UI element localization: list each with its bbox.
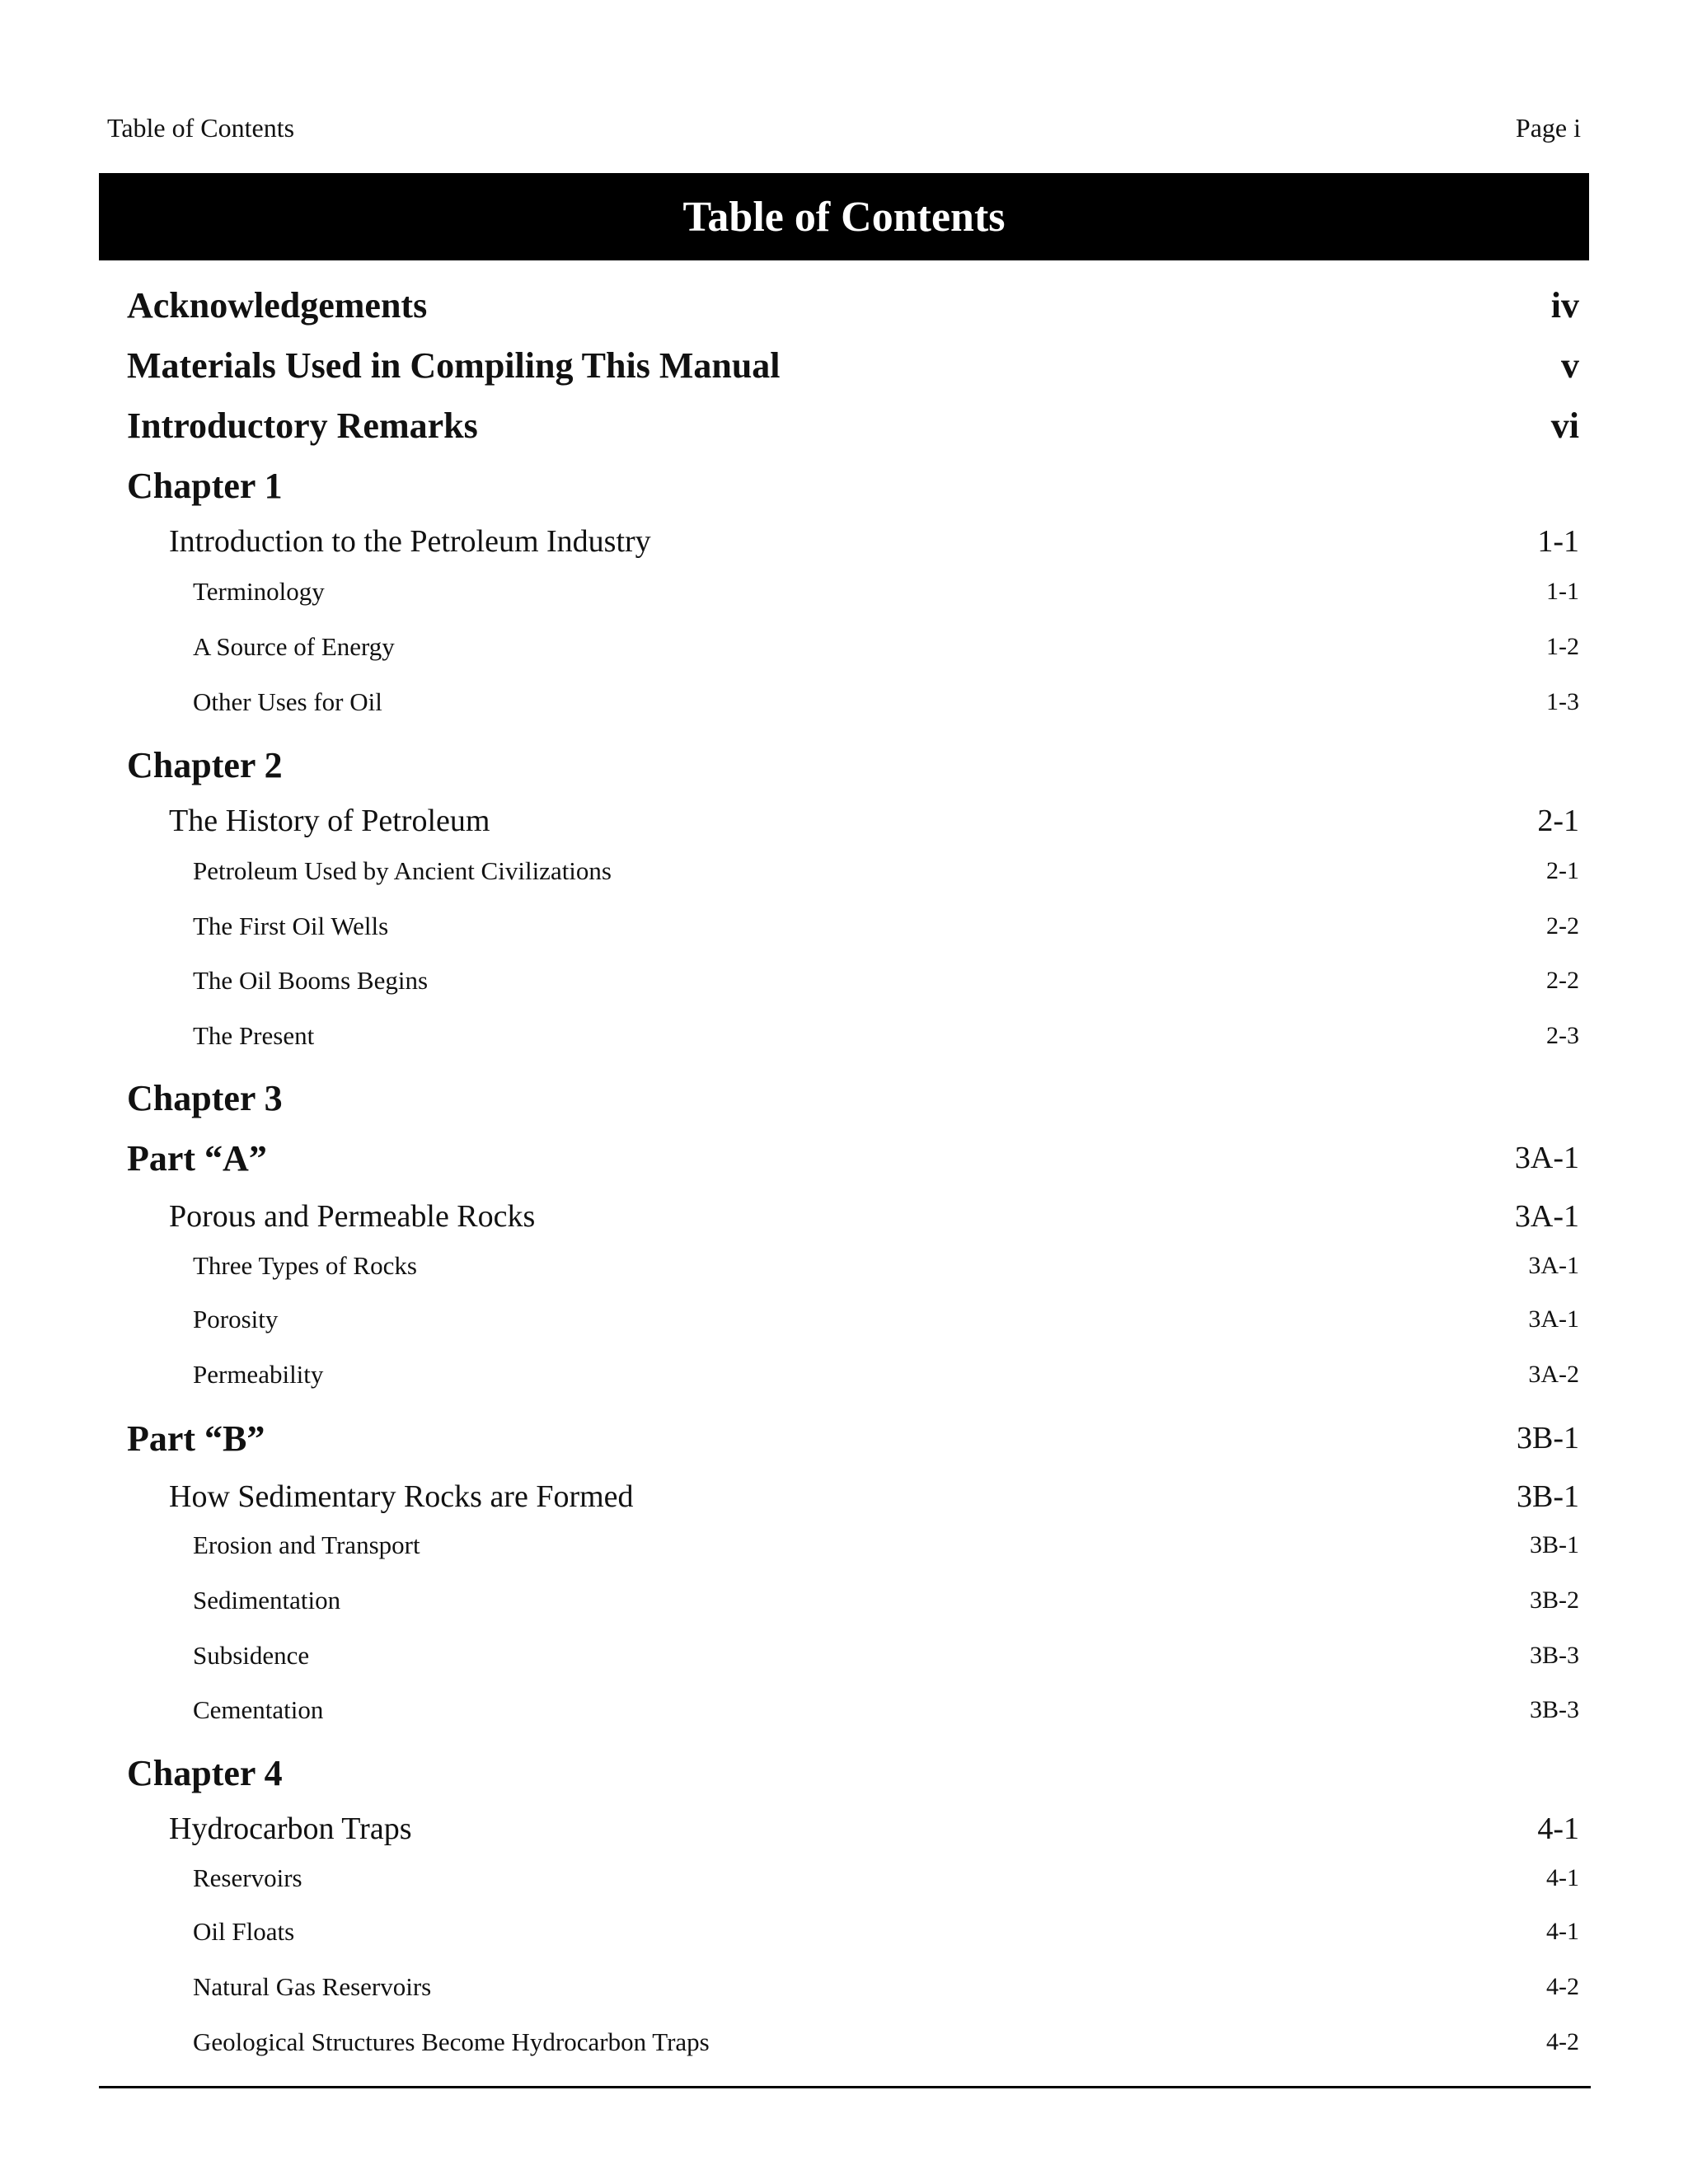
toc-entry-page: 3B-2 (1530, 1586, 1579, 1614)
toc-entry-materials[interactable] (0, 344, 1688, 386)
toc-chapter-2[interactable] (0, 744, 1688, 785)
toc-entry-label: Porous and Permeable Rocks (169, 1199, 536, 1234)
toc-entry-label: Cementation (193, 1695, 324, 1724)
toc-entry-label: Introduction to the Petroleum Industry (169, 524, 651, 559)
toc-entry-page: 1-1 (1546, 578, 1579, 605)
toc-entry-label: Part “B” (127, 1418, 265, 1459)
toc-chapter-4[interactable] (0, 1752, 1688, 1793)
toc-subsection-permeability[interactable] (0, 1358, 1688, 1391)
toc-entry-label: A Source of Energy (193, 632, 395, 661)
toc-chapter-3[interactable] (0, 1077, 1688, 1118)
toc-entry-page: 1-3 (1546, 688, 1579, 715)
toc-subsection-oil-booms[interactable] (0, 964, 1688, 997)
toc-section-hydrocarbon-traps[interactable] (0, 1810, 1688, 1848)
toc-entry-label: Acknowledgements (127, 284, 428, 326)
toc-entry-label: Chapter 2 (127, 744, 283, 785)
toc-entry-label: Introductory Remarks (127, 405, 478, 446)
toc-entry-page: vi (1550, 405, 1579, 446)
toc-entry-page: 2-3 (1546, 1022, 1579, 1049)
toc-entry-label: Three Types of Rocks (193, 1251, 417, 1280)
toc-entry-label: Chapter 1 (127, 465, 283, 506)
toc-entry-label: Other Uses for Oil (193, 687, 382, 716)
toc-entry-page: 2-1 (1537, 804, 1579, 838)
toc-entry-page: 3A-1 (1528, 1305, 1579, 1333)
toc-section-history-of-petroleum[interactable] (0, 802, 1688, 840)
toc-subsection-subsidence[interactable] (0, 1639, 1688, 1672)
toc-entry-page: 3B-1 (1530, 1531, 1579, 1558)
toc-subsection-ancient-civilizations[interactable] (0, 855, 1688, 888)
toc-entry-label: Erosion and Transport (193, 1530, 420, 1559)
toc-subsection-oil-floats[interactable] (0, 1915, 1688, 1948)
toc-subsection-terminology[interactable] (0, 575, 1688, 608)
toc-entry-label: Chapter 4 (127, 1752, 283, 1793)
running-header-left: Table of Contents (107, 112, 295, 143)
toc-entry-page: 3B-1 (1517, 1479, 1579, 1514)
toc-subsection-reservoirs[interactable] (0, 1862, 1688, 1895)
toc-section-sedimentary-rocks[interactable] (0, 1478, 1688, 1516)
toc-subsection-porosity[interactable] (0, 1303, 1688, 1336)
toc-entry-label: Sedimentation (193, 1586, 341, 1615)
toc-entry-acknowledgements[interactable] (0, 284, 1688, 326)
toc-entry-page: 4-1 (1537, 1811, 1579, 1846)
toc-part-a[interactable] (0, 1137, 1688, 1179)
toc-entry-page: 2-2 (1546, 967, 1579, 994)
toc-entry-page: v (1561, 344, 1579, 386)
toc-entry-label: Materials Used in Compiling This Manual (127, 344, 781, 386)
toc-entry-label: Subsidence (193, 1641, 310, 1670)
toc-entry-label: Part “A” (127, 1137, 267, 1179)
toc-entry-label: Porosity (193, 1305, 279, 1333)
toc-entry-page: 1-2 (1546, 633, 1579, 660)
toc-entry-label: The Oil Booms Begins (193, 966, 429, 995)
toc-entry-label: The Present (193, 1021, 315, 1050)
toc-entry-label: Permeability (193, 1360, 324, 1389)
toc-entry-label: The First Oil Wells (193, 912, 389, 940)
toc-entry-page: 3A-2 (1528, 1361, 1579, 1388)
toc-entry-label: Reservoirs (193, 1863, 302, 1892)
toc-entry-label: How Sedimentary Rocks are Formed (169, 1479, 634, 1514)
toc-entry-page: 3A-1 (1514, 1199, 1579, 1234)
toc-subsection-source-of-energy[interactable] (0, 630, 1688, 663)
toc-subsection-erosion[interactable] (0, 1529, 1688, 1562)
toc-entry-page: 4-1 (1546, 1864, 1579, 1891)
toc-entry-page: 3A-1 (1514, 1141, 1579, 1175)
toc-section-porous-rocks[interactable] (0, 1197, 1688, 1235)
toc-entry-label: Geological Structures Become Hydrocarbon Traps (193, 2027, 710, 2056)
toc-entry-page: 1-1 (1537, 524, 1579, 559)
toc-entry-page: 3B-1 (1517, 1421, 1579, 1455)
toc-entry-label: The History of Petroleum (169, 804, 490, 838)
toc-entry-label: Petroleum Used by Ancient Civilizations (193, 856, 612, 885)
toc-subsection-sedimentation[interactable] (0, 1584, 1688, 1617)
toc-entry-page: 3A-1 (1528, 1252, 1579, 1279)
toc-entry-page: 3B-3 (1530, 1696, 1579, 1723)
toc-subsection-three-types-of-rocks[interactable] (0, 1249, 1688, 1282)
toc-entry-page: 4-2 (1546, 2028, 1579, 2055)
toc-entry-page: 3B-3 (1530, 1642, 1579, 1669)
toc-entry-label: Natural Gas Reservoirs (193, 1972, 432, 2001)
toc-entry-label: Terminology (193, 577, 325, 606)
toc-entry-label: Hydrocarbon Traps (169, 1811, 412, 1846)
toc-entry-page: 2-2 (1546, 912, 1579, 940)
toc-entry-page: iv (1550, 284, 1579, 326)
toc-entry-label: Oil Floats (193, 1917, 295, 1946)
footer-divider (99, 2086, 1591, 2088)
toc-subsection-the-present[interactable] (0, 1019, 1688, 1052)
toc-entry-label: Chapter 3 (127, 1077, 283, 1118)
running-header-page-number: Page i (1515, 112, 1581, 143)
toc-subsection-first-oil-wells[interactable] (0, 910, 1688, 943)
page-title: Table of Contents (682, 193, 1006, 241)
toc-chapter-1[interactable] (0, 465, 1688, 506)
toc-subsection-other-uses[interactable] (0, 686, 1688, 719)
toc-subsection-geological-structures[interactable] (0, 2026, 1688, 2059)
toc-entry-page: 4-2 (1546, 1973, 1579, 2000)
toc-subsection-cementation[interactable] (0, 1694, 1688, 1727)
toc-entry-introductory-remarks[interactable] (0, 405, 1688, 446)
toc-subsection-natural-gas-reservoirs[interactable] (0, 1971, 1688, 2004)
toc-part-b[interactable] (0, 1418, 1688, 1459)
toc-entry-page: 4-1 (1546, 1918, 1579, 1945)
toc-section-intro-petroleum-industry[interactable] (0, 523, 1688, 560)
toc-entry-page: 2-1 (1546, 857, 1579, 884)
